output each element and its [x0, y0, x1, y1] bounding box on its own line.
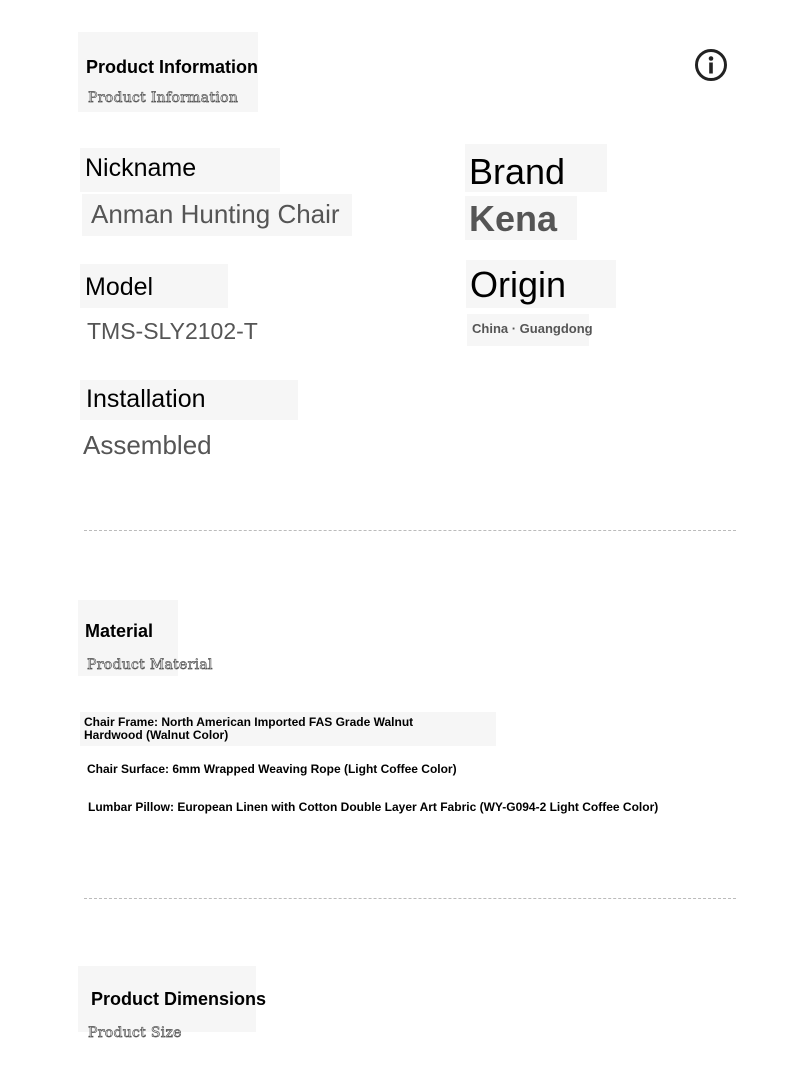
section-divider: [84, 898, 736, 899]
nickname-label: Nickname: [85, 154, 197, 182]
material-item: Chair Frame: North American Imported FAS Grade Walnut Hardwood (Walnut Color): [84, 715, 414, 742]
nickname-value: Anman Hunting Chair: [91, 199, 340, 229]
material-subtitle: Product Material: [87, 657, 213, 673]
info-icon[interactable]: [694, 48, 728, 82]
origin-label: Origin: [470, 264, 567, 305]
model-label: Model: [85, 273, 154, 301]
material-title: Material: [85, 621, 154, 641]
dimensions-title: Product Dimensions: [91, 989, 267, 1009]
material-item: Lumbar Pillow: European Linen with Cotton Double Layer Art Fabric (WY-G094-2 Light Coffee Color): [88, 800, 659, 814]
installation-value: Assembled: [83, 430, 212, 460]
origin-value: China · Guangdong: [472, 321, 593, 336]
brand-value: Kena: [469, 198, 558, 239]
installation-label: Installation: [86, 385, 206, 413]
brand-label: Brand: [469, 151, 566, 192]
dimensions-subtitle: Product Size: [88, 1025, 182, 1041]
section-title: Product Information: [86, 57, 258, 77]
section-subtitle: Product Information: [88, 90, 239, 106]
material-item: Chair Surface: 6mm Wrapped Weaving Rope (Light Coffee Color): [87, 762, 457, 776]
section-divider: [84, 530, 736, 531]
model-value: TMS-SLY2102-T: [87, 318, 258, 344]
